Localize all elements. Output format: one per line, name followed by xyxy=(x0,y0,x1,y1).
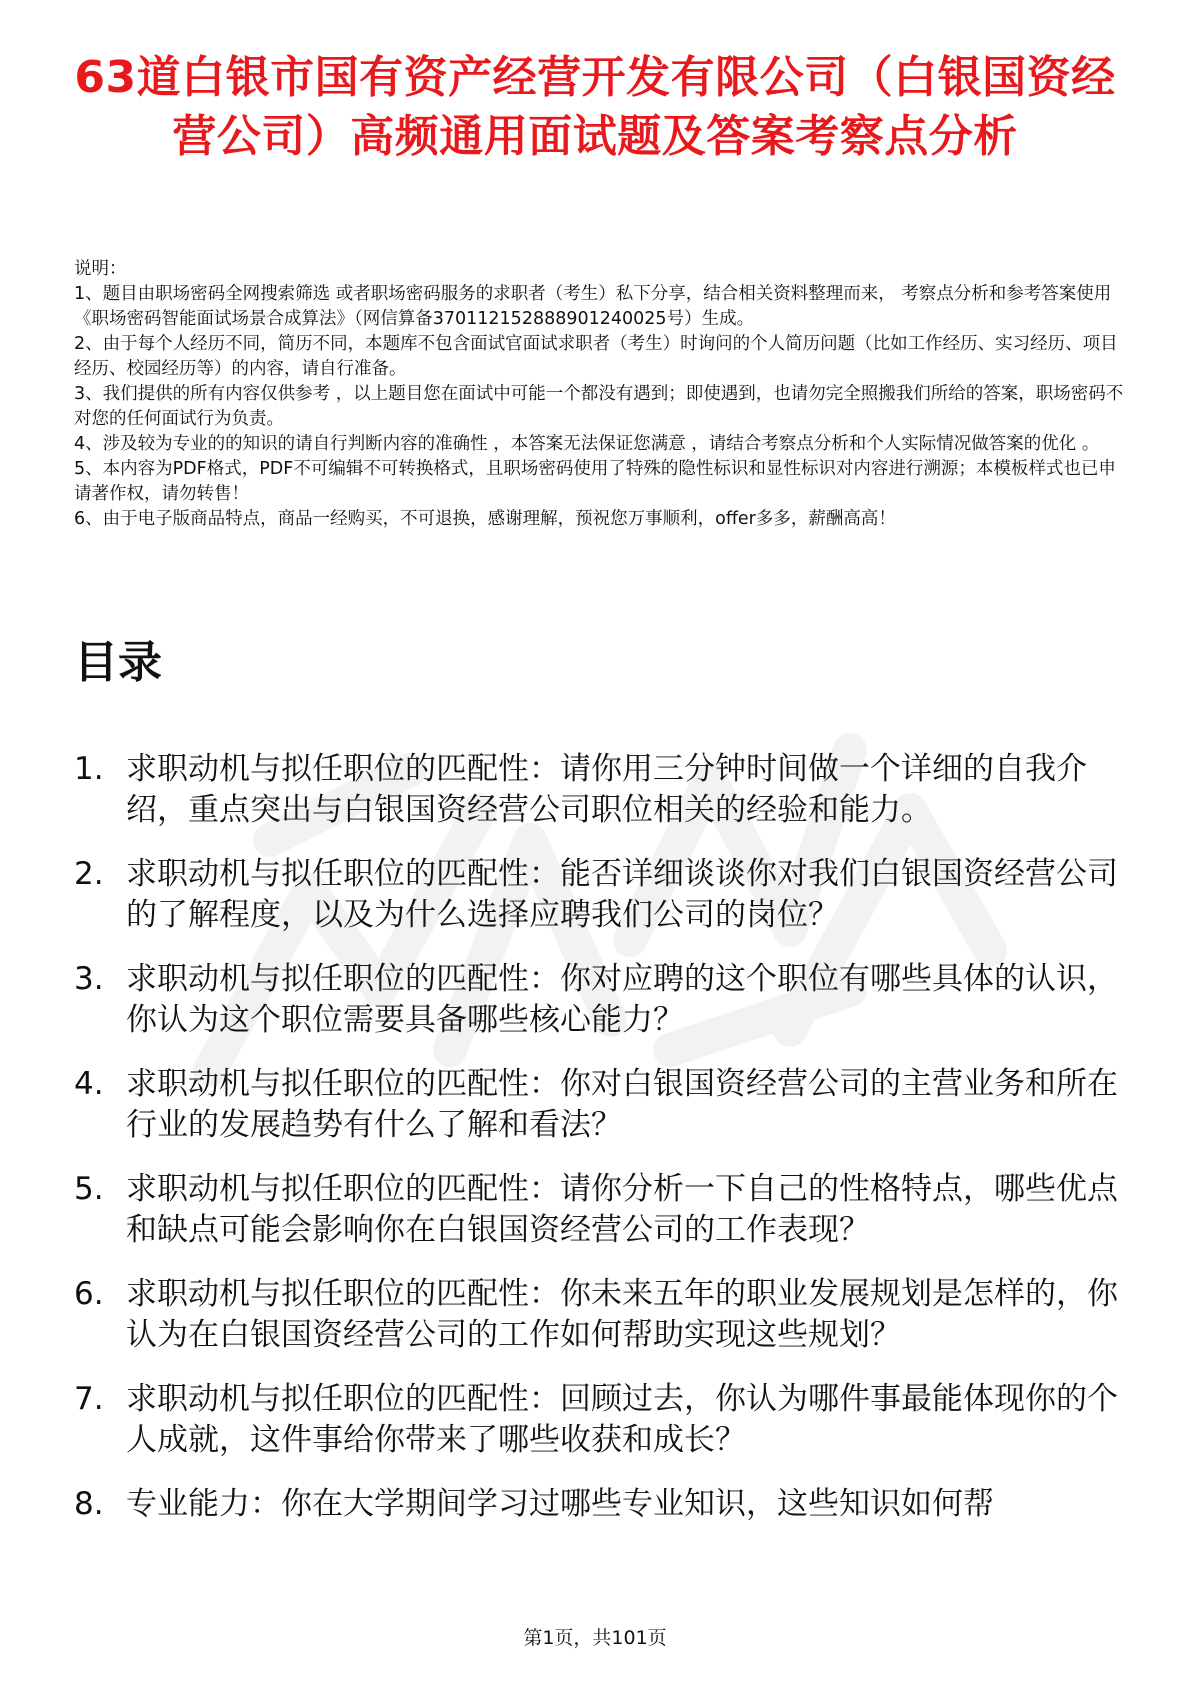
toc-item-text: 求职动机与拟任职位的匹配性：请你用三分钟时间做一个详细的自我介绍，重点突出与白银国资经营公司职位相关的经验和能力。 xyxy=(126,751,1087,828)
note-item: 5、本内容为PDF格式，PDF不可编辑不可转换格式，且职场密码使用了特殊的隐性标识和显性标识对内容进行溯源；本模板样式也已申请著作权，请勿转售！ xyxy=(74,459,1116,504)
toc-item-text: 求职动机与拟任职位的匹配性：能否详细谈谈你对我们白银国资经营公司的了解程度，以及为什么选择应聘我们公司的岗位？ xyxy=(126,856,1118,933)
toc-item[interactable] xyxy=(74,1274,1126,1356)
toc-item-text: 求职动机与拟任职位的匹配性：你对白银国资经营公司的主营业务和所在行业的发展趋势有什么了解和看法？ xyxy=(126,1066,1118,1143)
toc-item[interactable] xyxy=(74,959,1126,1041)
page-footer: 第1页，共101页 xyxy=(523,1627,667,1649)
toc-item-text: 求职动机与拟任职位的匹配性：请你分析一下自己的性格特点，哪些优点和缺点可能会影响你在白银国资经营公司的工作表现？ xyxy=(126,1171,1118,1248)
toc-item-text: 求职动机与拟任职位的匹配性：你未来五年的职业发展规划是怎样的，你认为在白银国资经营公司的工作如何帮助实现这些规划？ xyxy=(126,1276,1118,1353)
toc-item-text: 专业能力：你在大学期间学习过哪些专业知识，这些知识如何帮 xyxy=(126,1486,994,1522)
toc-heading: 目录 xyxy=(74,637,162,688)
notes-heading: 说明： xyxy=(74,259,127,279)
toc-item-number: 2. xyxy=(74,856,104,892)
note-item: 2、由于每个人经历不同，简历不同，本题库不包含面试官面试求职者（考生）时询问的个人简历问题（比如工作经历、实习经历、项目经历、校园经历等）的内容，请自行准备。 xyxy=(74,334,1118,379)
toc-item-text: 求职动机与拟任职位的匹配性：回顾过去，你认为哪件事最能体现你的个人成就，这件事给你带来了哪些收获和成长？ xyxy=(126,1381,1118,1458)
toc-item-number: 8. xyxy=(74,1486,104,1522)
note-item: 3、我们提供的所有内容仅供参考 ，以上题目您在面试中可能一个都没有遇到；即使遇到，也请勿完全照搬我们所给的答案，职场密码不对您的任何面试行为负责。 xyxy=(74,384,1124,429)
toc-item-text: 求职动机与拟任职位的匹配性：你对应聘的这个职位有哪些具体的认识，你认为这个职位需要具备哪些核心能力？ xyxy=(126,961,1118,1038)
note-item: 4、涉及较为专业的的知识的请自行判断内容的准确性 ，本答案无法保证您满意 ，请结合考察点分析和个人实际情况做答案的优化 。 xyxy=(74,434,1100,454)
toc-item[interactable] xyxy=(74,749,1126,831)
notes-section xyxy=(74,257,1124,532)
toc-item-number: 3. xyxy=(74,961,104,997)
toc-item[interactable] xyxy=(74,1484,1126,1525)
toc-list xyxy=(74,749,1126,1548)
toc-item-number: 7. xyxy=(74,1381,104,1417)
toc-item[interactable] xyxy=(74,1064,1126,1146)
document-title: 63道白银市国有资产经营开发有限公司（白银国资经营公司）高频通用面试题及答案考察点分析 xyxy=(74,52,1116,162)
toc-item-number: 4. xyxy=(74,1066,104,1102)
toc-item[interactable] xyxy=(74,1169,1126,1251)
toc-item-number: 1. xyxy=(74,751,104,787)
note-item: 6、由于电子版商品特点，商品一经购买，不可退换，感谢理解，预祝您万事顺利，offer多多，薪酬高高！ xyxy=(74,509,896,529)
note-item: 1、题目由职场密码全网搜索筛选 或者职场密码服务的求职者（考生）私下分享，结合相关资料整理而来， 考察点分析和参考答案使用《职场密码智能面试场景合成算法》（网信算备370112152888901240025号）生成。 xyxy=(74,284,1112,329)
toc-item-number: 5. xyxy=(74,1171,104,1207)
toc-item[interactable] xyxy=(74,1379,1126,1461)
toc-item[interactable] xyxy=(74,854,1126,936)
toc-item-number: 6. xyxy=(74,1276,104,1312)
